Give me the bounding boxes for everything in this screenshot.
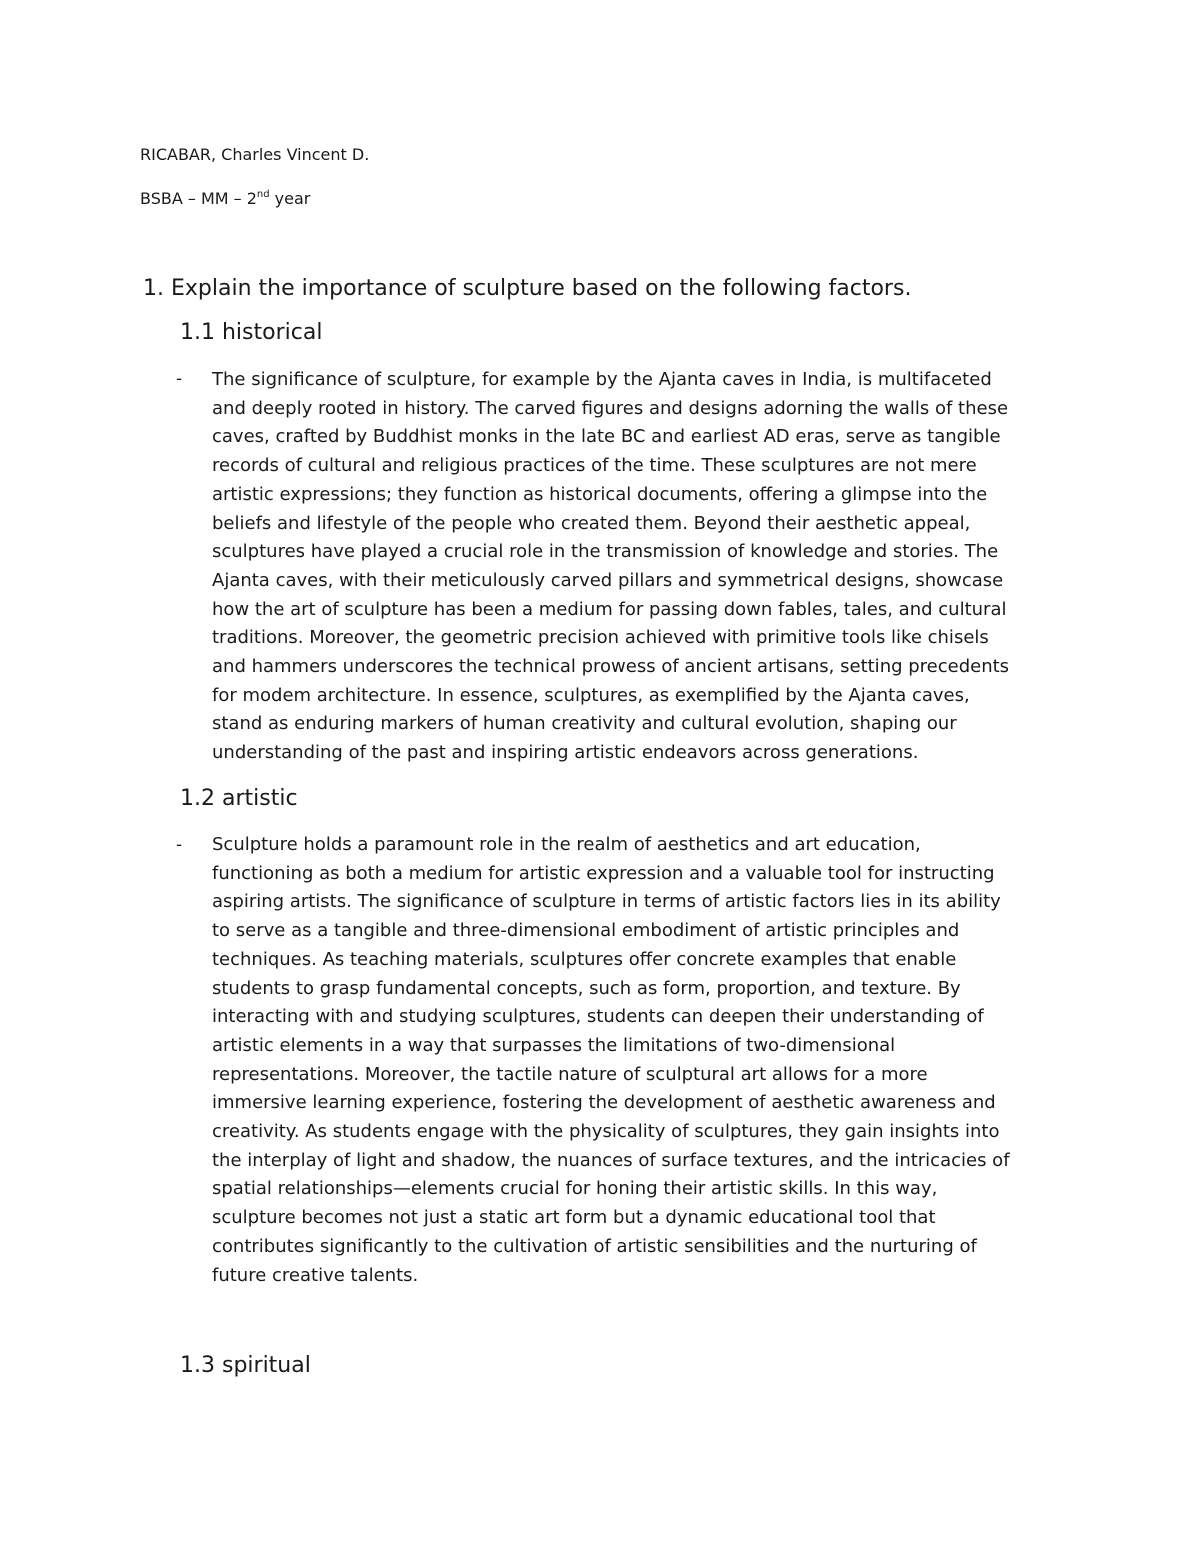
section-heading-spiritual: 1.3 spiritual: [180, 1353, 311, 1378]
program-prefix: BSBA – MM – 2: [140, 189, 257, 208]
ordinal-suffix: nd: [256, 189, 270, 200]
historical-paragraph: The significance of sculpture, for example by the Ajanta caves in India, is multifaceted and deeply rooted in history. The carved figures and designs adorning the walls of these caves, crafted by Buddhist monks in the late BC and earliest AD eras, serve as tangible records of cultural and religious practices of the time. These sculptures are not mere artistic expressions; they function as historical documents, offering a glimpse into the beliefs and lifestyle of the people who created them. Beyond their aesthetic appeal, sculptures have played a crucial role in the transmission of knowledge and stories. The Ajanta caves, with their meticulously carved pillars and symmetrical designs, showcase how the art of sculpture has been a medium for passing down fables, tales, and cultural traditions. Moreover, the geometric precision achieved with primitive tools like chisels and hammers underscores the technical prowess of ancient artisans, setting precedents for modem architecture. In essence, sculptures, as exemplified by the Ajanta caves, stand as enduring markers of human creativity and cultural evolution, shaping our understanding of the past and inspiring artistic endeavors across generations.: [212, 369, 1010, 764]
program-year: year: [269, 189, 311, 208]
bullet-dash: -: [176, 369, 183, 389]
section-heading-artistic: 1.2 artistic: [180, 786, 298, 811]
artistic-paragraph: Sculpture holds a paramount role in the realm of aesthetics and art education, functioning as both a medium for artistic expression and a valuable tool for instructing aspiring artists. The significance of sculpture in terms of artistic factors lies in its ability to serve as a tangible and three-dimensional embodiment of artistic principles and techniques. As teaching materials, sculptures offer concrete examples that enable students to grasp fundamental concepts, such as form, proportion, and texture. By interacting with and studying sculptures, students can deepen their understanding of artistic elements in a way that surpasses the limitations of two-dimensional representations. Moreover, the tactile nature of sculptural art allows for a more immersive learning experience, fostering the development of aesthetic awareness and creativity. As students engage with the physicality of sculptures, they gain insights into the interplay of light and shadow, the nuances of surface textures, and the intricacies of spatial relationships—elements crucial for honing their artistic skills. In this way, sculpture becomes not just a static art form but a dynamic educational tool that contributes significantly to the cultivation of artistic sensibilities and the nurturing of future creative talents.: [212, 834, 1010, 1286]
section-heading-historical: 1.1 historical: [180, 320, 323, 345]
student-name: RICABAR, Charles Vincent D.: [140, 145, 370, 164]
question-title: 1. Explain the importance of sculpture based on the following factors.: [143, 276, 912, 301]
program-year-line: [140, 189, 310, 208]
bullet-dash: -: [176, 835, 183, 855]
